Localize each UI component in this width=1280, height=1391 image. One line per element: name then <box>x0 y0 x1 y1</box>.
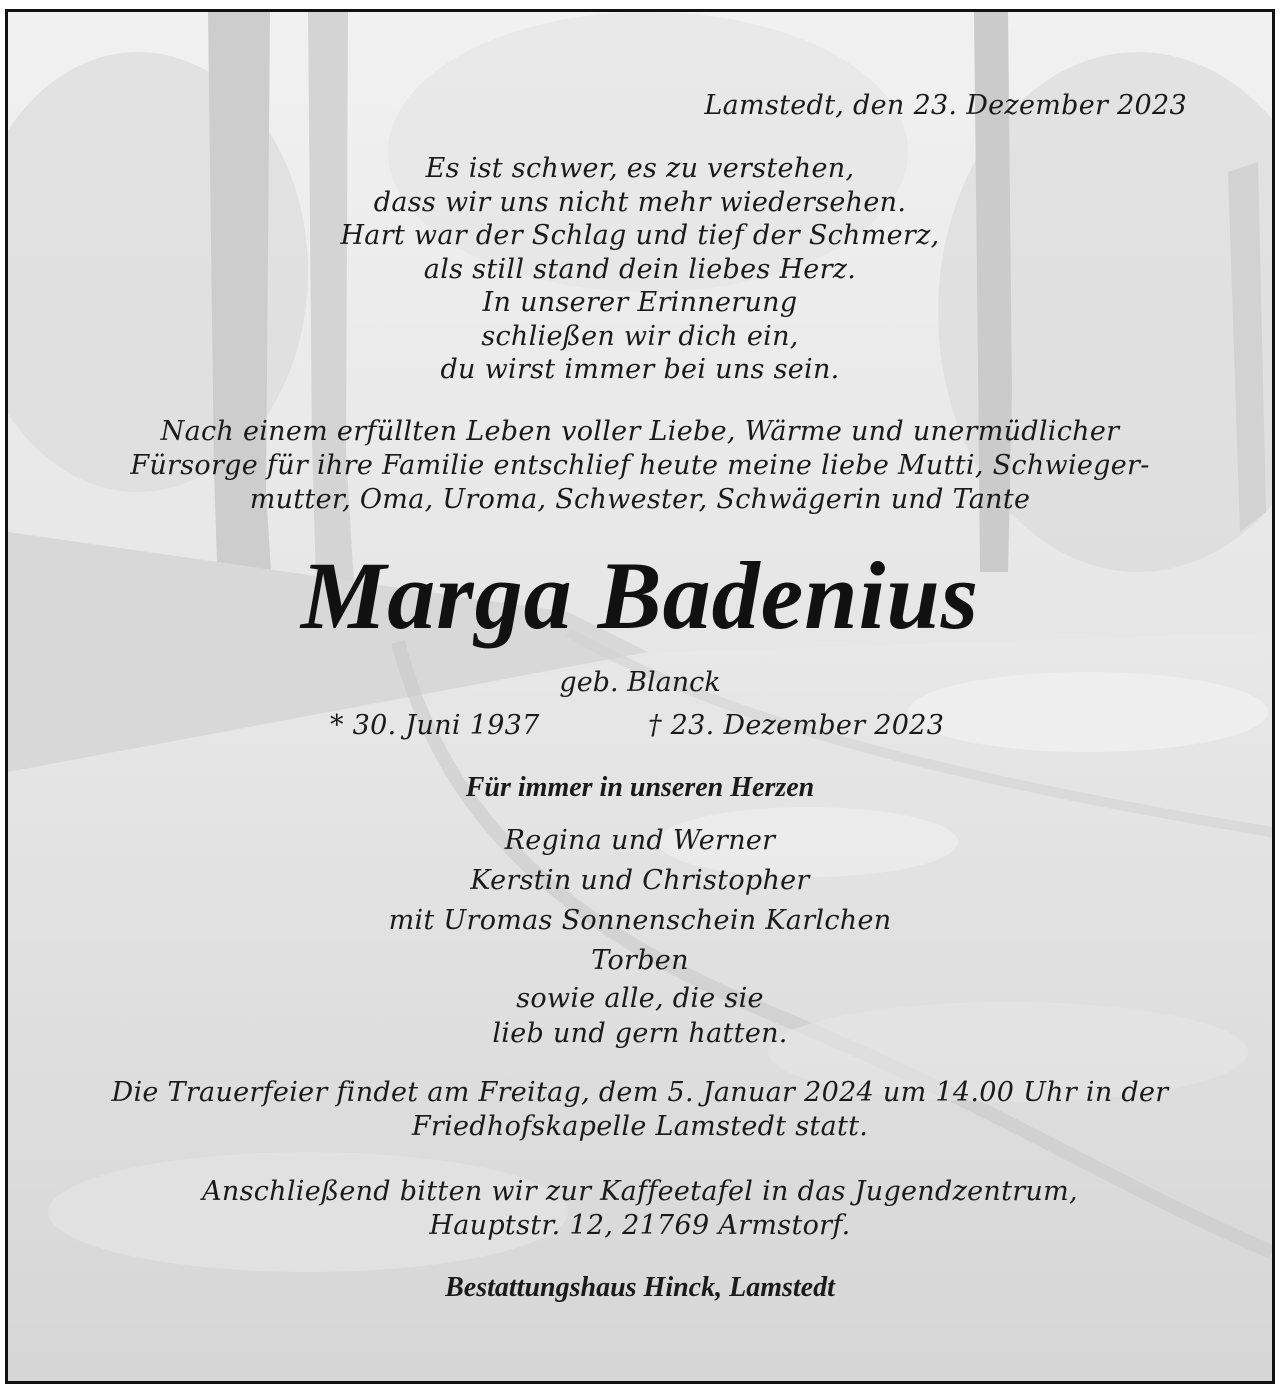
intro-line: Nach einem erfüllten Leben voller Liebe, Wärme und unermüdlicher <box>160 416 1120 447</box>
service-line: Friedhofskapelle Lamstedt statt. <box>411 1111 869 1142</box>
mourner-line: mit Uromas Sonnenschein Karlchen <box>388 905 892 936</box>
funeral-service-info <box>8 1076 1272 1144</box>
reception-line: Hauptstr. 12, 21769 Armstorf. <box>429 1210 851 1241</box>
mourner-line: Kerstin und Christopher <box>470 865 810 896</box>
poem-line: du wirst immer bei uns sein. <box>440 354 840 385</box>
mourners-list <box>8 821 1272 1051</box>
mourner-line: Torben <box>591 945 689 976</box>
motto: Für immer in unseren Herzen <box>465 772 815 803</box>
poem-line: In unserer Erinnerung <box>482 287 798 318</box>
mourner-line: lieb und gern hatten. <box>492 1018 788 1049</box>
death-date: † 23. Dezember 2023 <box>648 710 945 741</box>
undertaker-name: Bestattungshaus Hinck, Lamstedt <box>445 1272 835 1303</box>
intro-line: Fürsorge für ihre Familie entschlief heute meine liebe Mutti, Schwieger- <box>130 450 1150 481</box>
poem-line: als still stand dein liebes Herz. <box>423 253 857 285</box>
place-date: Lamstedt, den 23. Dezember 2023 <box>704 90 1187 121</box>
poem-line: schließen wir dich ein, <box>481 320 799 352</box>
mourner-line: sowie alle, die sie <box>516 983 764 1014</box>
poem-line: dass wir uns nicht mehr wiedersehen. <box>373 186 907 218</box>
poem-line: Hart war der Schlag und tief der Schmerz, <box>340 220 940 251</box>
reception-line: Anschließend bitten wir zur Kaffeetafel in das Jugendzentrum, <box>202 1176 1078 1207</box>
mourner-line: Regina und Werner <box>504 825 776 856</box>
obituary-text <box>8 12 1272 1381</box>
poem <box>8 152 1272 387</box>
intro-paragraph <box>8 415 1272 517</box>
deceased-name: Marga Badenius <box>300 542 980 649</box>
poem-line: Es ist schwer, es zu verstehen, <box>425 153 855 184</box>
service-line: Die Trauerfeier findet am Freitag, dem 5. Januar 2024 um 14.00 Uhr in der <box>111 1077 1169 1108</box>
intro-line: mutter, Oma, Uroma, Schwester, Schwägerin und Tante <box>249 484 1031 515</box>
reception-info <box>8 1175 1272 1243</box>
obituary-frame <box>5 9 1275 1384</box>
birth-name: geb. Blanck <box>559 667 721 698</box>
birth-date: * 30. Juni 1937 <box>330 710 540 741</box>
